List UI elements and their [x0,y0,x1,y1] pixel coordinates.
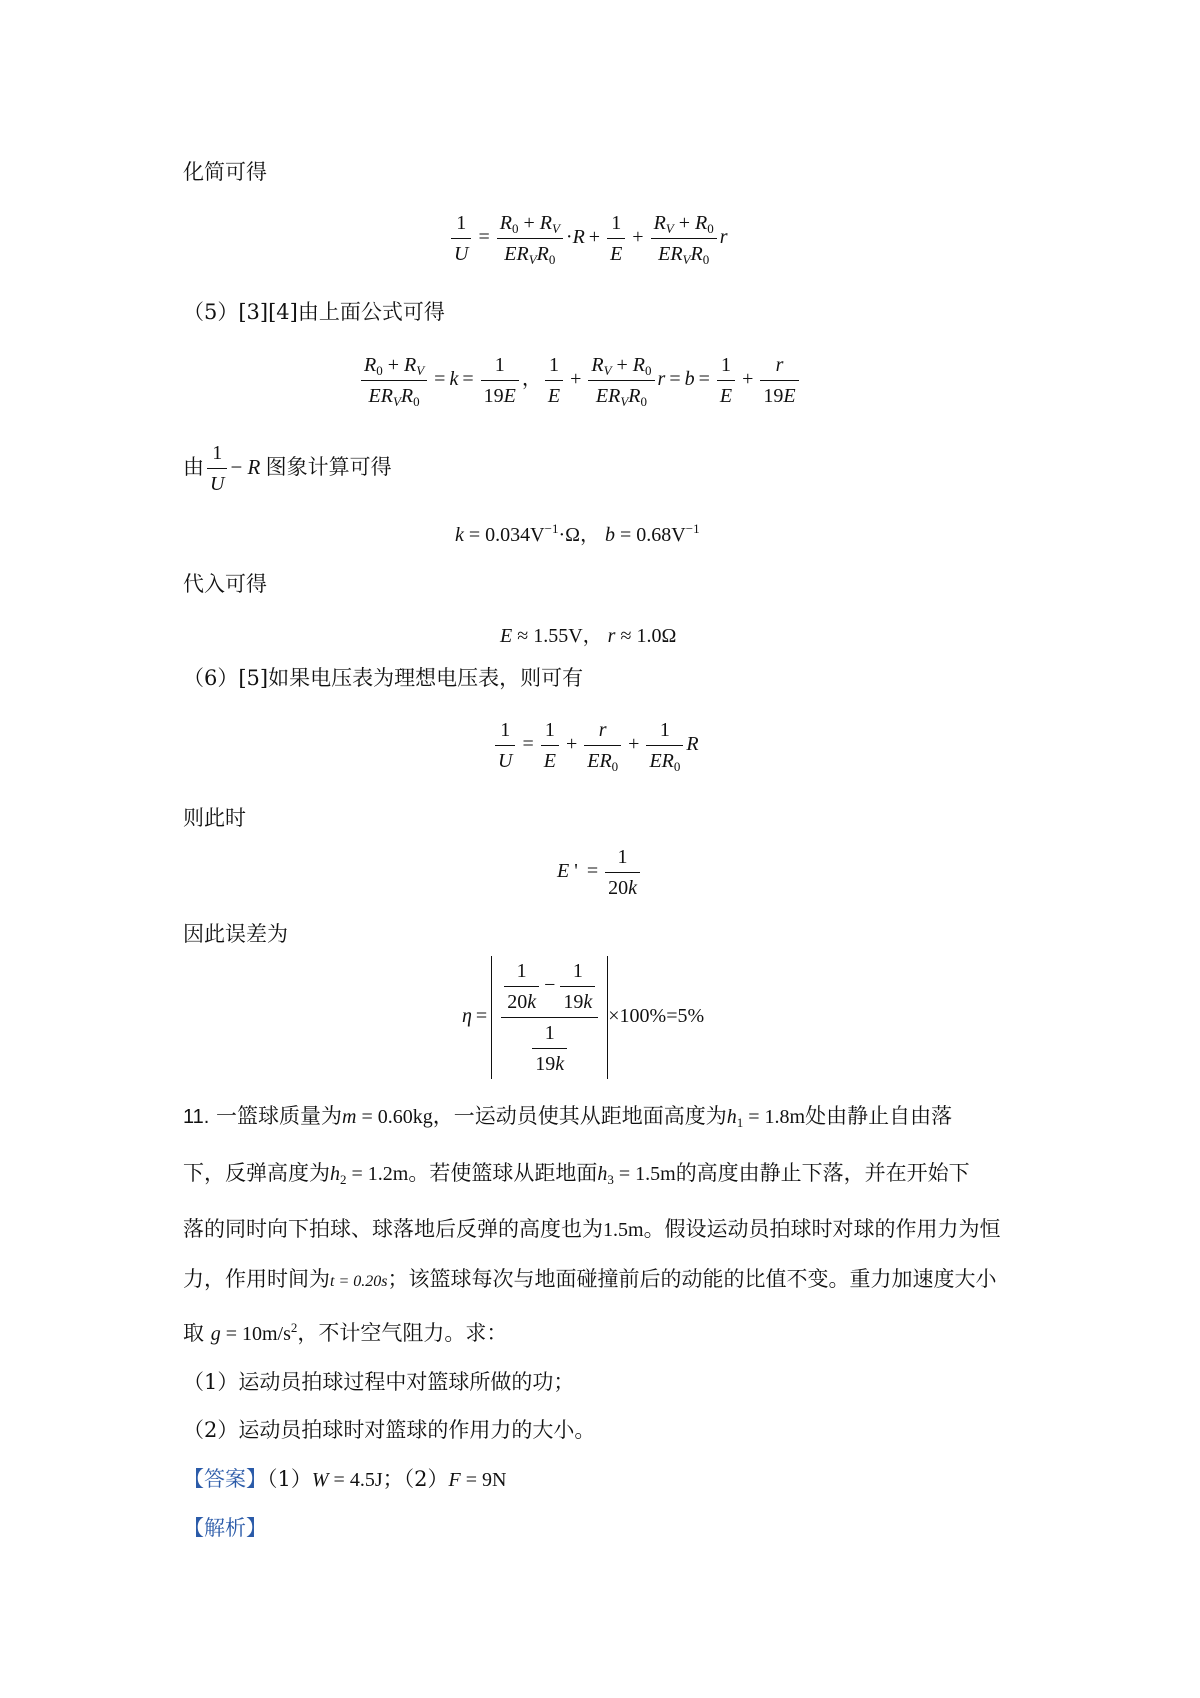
h2-value: 1.2m [367,1163,409,1185]
question-line-5: 取 $g = 10m/s^2$，不计空气阻力。求： [183,1320,508,1345]
question-line-2: 下，反弹高度为$h_2 = 1.2m$。若使篮球从距地面$h_3 = 1.5m$的高度由静止下落，并在开始下 [183,1161,970,1187]
E-value: 1.55 [533,625,569,647]
sub-question-2: （2）运动员拍球时对篮球的作用力的大小。 [183,1418,596,1442]
analysis-tag: 【解析】 [183,1516,267,1540]
q-text: 一篮球质量为 [216,1104,343,1128]
q-text: ；该篮球每次与地面碰撞前后的动能的比值不变。重力加速度大小 [387,1267,997,1291]
question-line-4 [183,1263,996,1293]
question-number: 11. [183,1106,210,1128]
q-text: 力，作用时间为 [183,1267,330,1291]
equation-k-b-values: $k = 0.034V^{-1}\cdot\Omega$， $b = 0.68V^{-1}$ [455,521,700,546]
answer-part1-label: （1） [267,1467,312,1491]
answer-separator: ；（2） [382,1467,449,1491]
text-error: 因此误差为 [183,922,288,946]
b-value: 0.68 [636,524,672,546]
eta-result: ×100%=5% [608,1005,705,1028]
text-simplify: 化简可得 [183,160,267,184]
equation-E-prime: E ' = $\frac{1}{20k}$ [557,842,643,903]
work-answer: 4.5J [349,1469,383,1491]
text-then: 则此时 [183,806,246,830]
equation-simplified: $\frac{1}{U}$ = $\frac{R_0 + R_V}{ER_VR_0}$ ·R + $\frac{1}{E}$ + $\frac{R_V + R_0}{ER_VR_0}$ r [448,208,728,269]
text-substitute: 代入可得 [183,572,267,596]
h3-value: 1.5m [635,1163,676,1185]
mass-value: 0.60kg [377,1106,433,1128]
text-from-graph: 由 $\frac{1}{U}$ − R 图象计算可得 [183,438,392,499]
q-text: 。若使篮球从距地面 [408,1161,598,1185]
equation-k-b: $\frac{R_0 + R_V}{ER_VR_0}$ = k = $\frac{1}{19E}$ ， $\frac{1}{E}$ + $\frac{R_V + R_0}{ER_VR_0}$ r = b = $\frac{1}{E}$ + $\frac{r}{19E}$ [358,350,802,411]
q-text: 的高度由静止下落，并在开始下 [675,1161,970,1185]
question-line-1: 11. 一篮球质量为m = 0.60kg，一运动员使其从距地面高度为$h_1 = 1.8m$处由静止自由落 [183,1104,953,1130]
q-text: ，一运动员使其从距地面高度为 [432,1104,727,1128]
q-text: 落的同时向下拍球、球落地后反弹的高度也为 [183,1217,603,1241]
time-value: t = 0.20s [330,1273,388,1290]
q-text: 取 [183,1321,204,1345]
text-from: 由 [183,455,204,479]
text-graph-calc: 图象计算可得 [265,455,392,479]
g-value: 10m/s [241,1323,291,1345]
sub-question-1: （1）运动员拍球过程中对篮球所做的功； [183,1370,575,1394]
r-value: 1.0 [636,625,662,647]
q-text: ，不计空气阻力。求： [297,1321,508,1345]
q-text: 处由静止自由落 [805,1104,953,1128]
k-value: 0.034 [485,524,531,546]
equation-E-r-values: E ≈ 1.55V， r ≈ 1.0Ω [500,625,677,647]
answer-line: 【答案】（1）W = 4.5J；（2）F = 9N [183,1467,507,1491]
equation-ideal: $\frac{1}{U}$ = $\frac{1}{E}$ + $\frac{r}{ER_0}$ + $\frac{1}{ER_0}$ R [492,715,699,776]
equation-eta: η = $\frac{1}{20k}$ − $\frac{1}{19k}$ $\frac{1}{19k}$ ×100%=5% [462,956,704,1079]
answer-tag: 【答案】 [183,1467,267,1491]
h1-value: 1.8m [764,1106,806,1128]
text-step6: （6）[5]如果电压表为理想电压表，则可有 [183,666,584,690]
bounce-height-value: 1.5m [603,1219,644,1241]
question-line-3 [183,1213,1001,1243]
text-step5: （5）[3][4]由上面公式可得 [183,300,445,324]
q-text: 。假设运动员拍球时对球的作用力为恒 [643,1217,1001,1241]
q-text: 下，反弹高度为 [183,1161,330,1185]
force-answer: 9N [482,1469,507,1491]
